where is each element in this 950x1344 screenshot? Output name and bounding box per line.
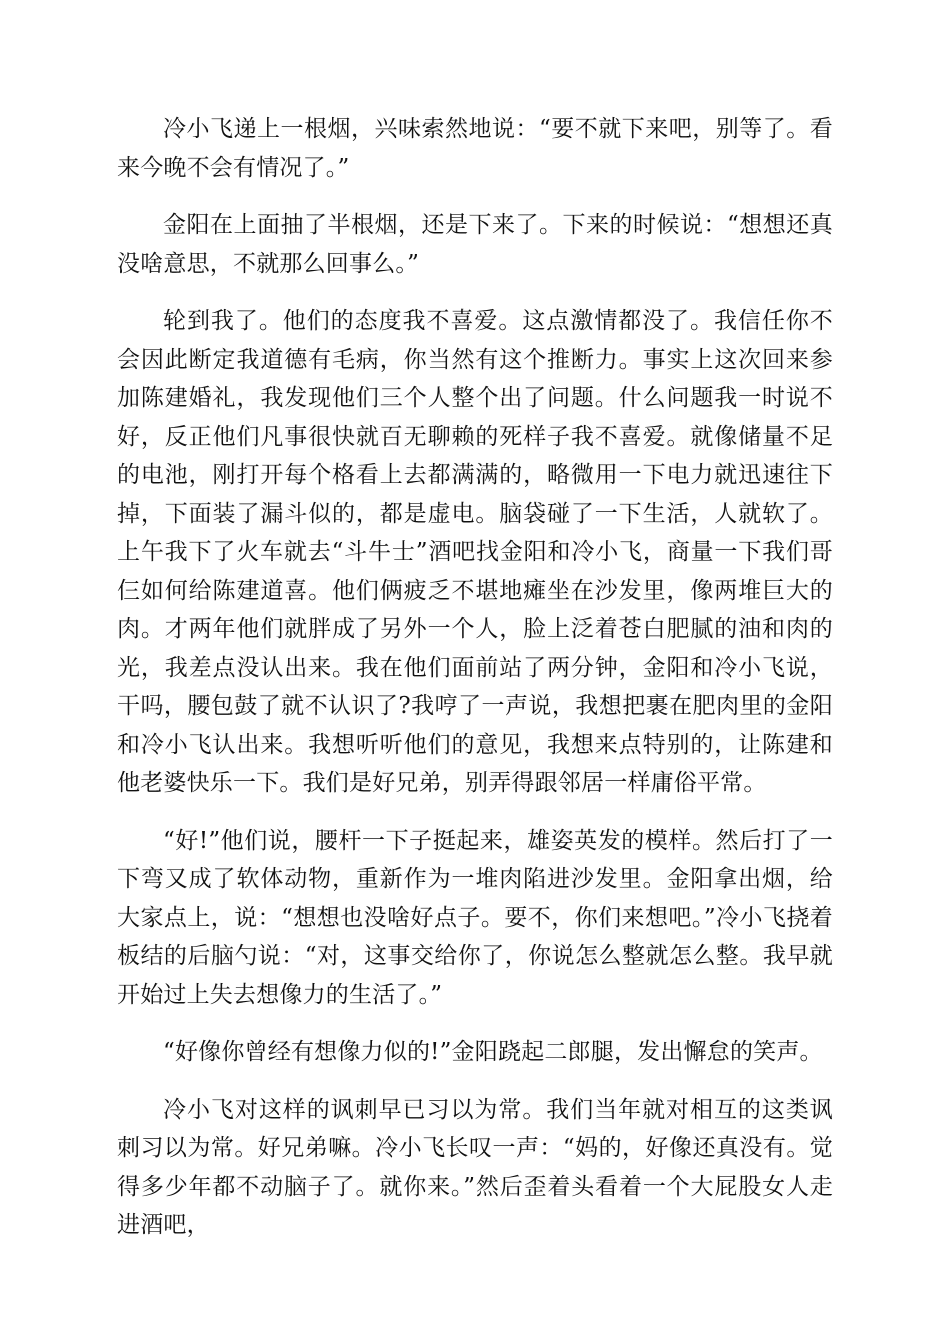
paragraph-4: “好!”他们说，腰杆一下子挺起来，雄姿英发的模样。然后打了一下弯又成了软体动物，重新作为一堆肉陷进沙发里。金阳拿出烟，给大家点上，说：“想想也没啥好点子。要不，你们来想吧。”冷小飞挠着板结的后脑勺说：“对，这事交给你了，你说怎么整就怎么整。我早就开始过上失去想像力的生活了。” xyxy=(117,827,833,1008)
paragraph-2: 金阳在上面抽了半根烟，还是下来了。下来的时候说：“想想还真没啥意思，不就那么回事么。” xyxy=(117,212,833,277)
paragraph-5: “好像你曾经有想像力似的!”金阳跷起二郎腿，发出懈怠的笑声。 xyxy=(163,1039,823,1065)
paragraph-3: 轮到我了。他们的态度我不喜爱。这点激情都没了。我信任你不会因此断定我道德有毛病，你当然有这个推断力。事实上这次回来参加陈建婚礼，我发现他们三个人整个出了问题。什么问题我一时说不好，反正他们凡事很快就百无聊赖的死样子我不喜爱。就像储量不足的电池，刚打开每个格看上去都满满的，略微用一下电力就迅速往下掉，下面装了漏斗似的，都是虚电。脑袋碰了一下生活，人就软了。上午我下了火车就去“斗牛士”酒吧找金阳和冷小飞，商量一下我们哥仨如何给陈建道喜。他们俩疲乏不堪地瘫坐在沙发里，像两堆巨大的肉。才两年他们就胖成了另外一个人，脸上泛着苍白肥腻的油和肉的光，我差点没认出来。我在他们面前站了两分钟，金阳和冷小飞说，干吗，腰包鼓了就不认识了?我哼了一声说，我想把裹在肥肉里的金阳和冷小飞认出来。我想听听他们的意见，我想来点特别的，让陈建和他老婆快乐一下。我们是好兄弟，别弄得跟邻居一样庸俗平常。 xyxy=(117,308,833,796)
paragraph-6: 冷小飞对这样的讽刺早已习以为常。我们当年就对相互的这类讽刺习以为常。好兄弟嘛。冷小飞长叹一声：“妈的，好像还真没有。觉得多少年都不动脑子了。就你来。”然后歪着头看着一个大屁股女人走进酒吧， xyxy=(117,1096,833,1238)
document-body xyxy=(117,110,833,1264)
paragraph-1: 冷小飞递上一根烟，兴味索然地说：“要不就下来吧，别等了。看来今晚不会有情况了。” xyxy=(117,116,833,181)
